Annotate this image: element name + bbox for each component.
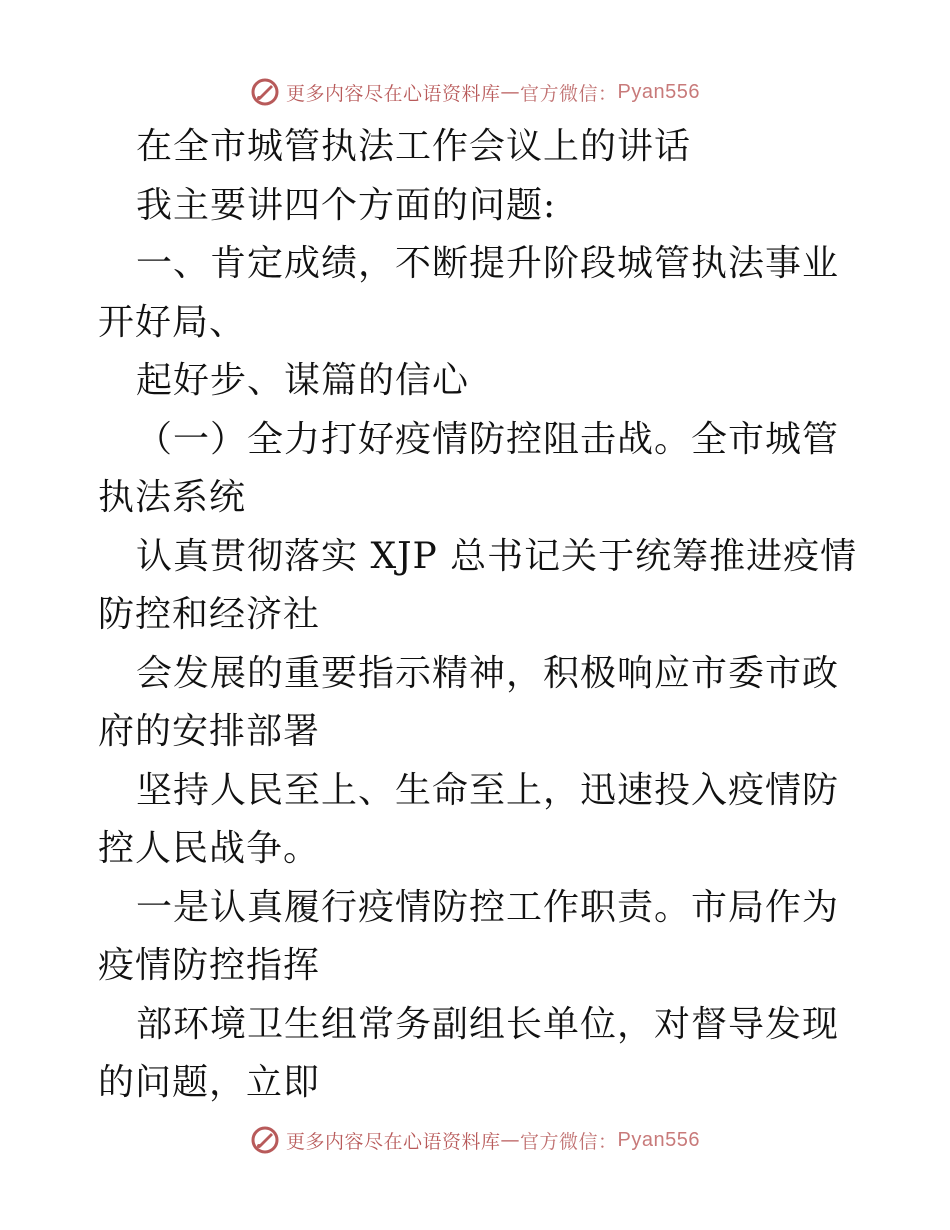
doc-title: 在全市城管执法工作会议上的讲话: [136, 126, 692, 167]
doc-paragraph: 我主要讲四个方面的问题:: [136, 184, 557, 226]
watermark-official-label: 官方微信：: [520, 1130, 618, 1153]
quill-seal-icon: [250, 77, 280, 107]
doc-paragraph: 部环境卫生组常务副组长单位，对督导发现的问题，立即: [98, 1003, 840, 1103]
watermark-official-label: 官方微信：: [520, 82, 618, 105]
doc-paragraph: 认真贯彻落实 XJP 总书记关于统筹推进疫情防控和经济社: [98, 535, 858, 635]
watermark-wechat-id: Pyan556: [617, 1128, 700, 1151]
doc-paragraph: 一、肯定成绩，不断提升阶段城管执法事业开好局、: [98, 243, 840, 343]
doc-paragraph: 坚持人民至上、生命至上，迅速投入疫情防控人民战争。: [98, 769, 840, 869]
doc-paragraph: （一）全力打好疫情防控阻击战。全市城管执法系统: [98, 418, 840, 518]
watermark-separator: —: [500, 81, 521, 103]
doc-paragraph: 一是认真履行疫情防控工作职责。市局作为疫情防控指挥: [98, 886, 840, 986]
doc-paragraph: 起好步、谋篇的信心: [136, 360, 470, 401]
document-body: [98, 118, 858, 1113]
watermark-brand-text: 更多内容尽在心语资料库: [286, 1130, 501, 1153]
watermark-separator: —: [500, 1129, 521, 1151]
doc-paragraph: 会发展的重要指示精神，积极响应市委市政府的安排部署: [98, 652, 840, 752]
watermark-brand-text: 更多内容尽在心语资料库: [286, 82, 501, 105]
footer-watermark-banner: [0, 1120, 950, 1160]
watermark-wechat-id: Pyan556: [617, 80, 700, 103]
header-watermark-banner: [0, 72, 950, 112]
quill-seal-icon: [250, 1125, 280, 1155]
